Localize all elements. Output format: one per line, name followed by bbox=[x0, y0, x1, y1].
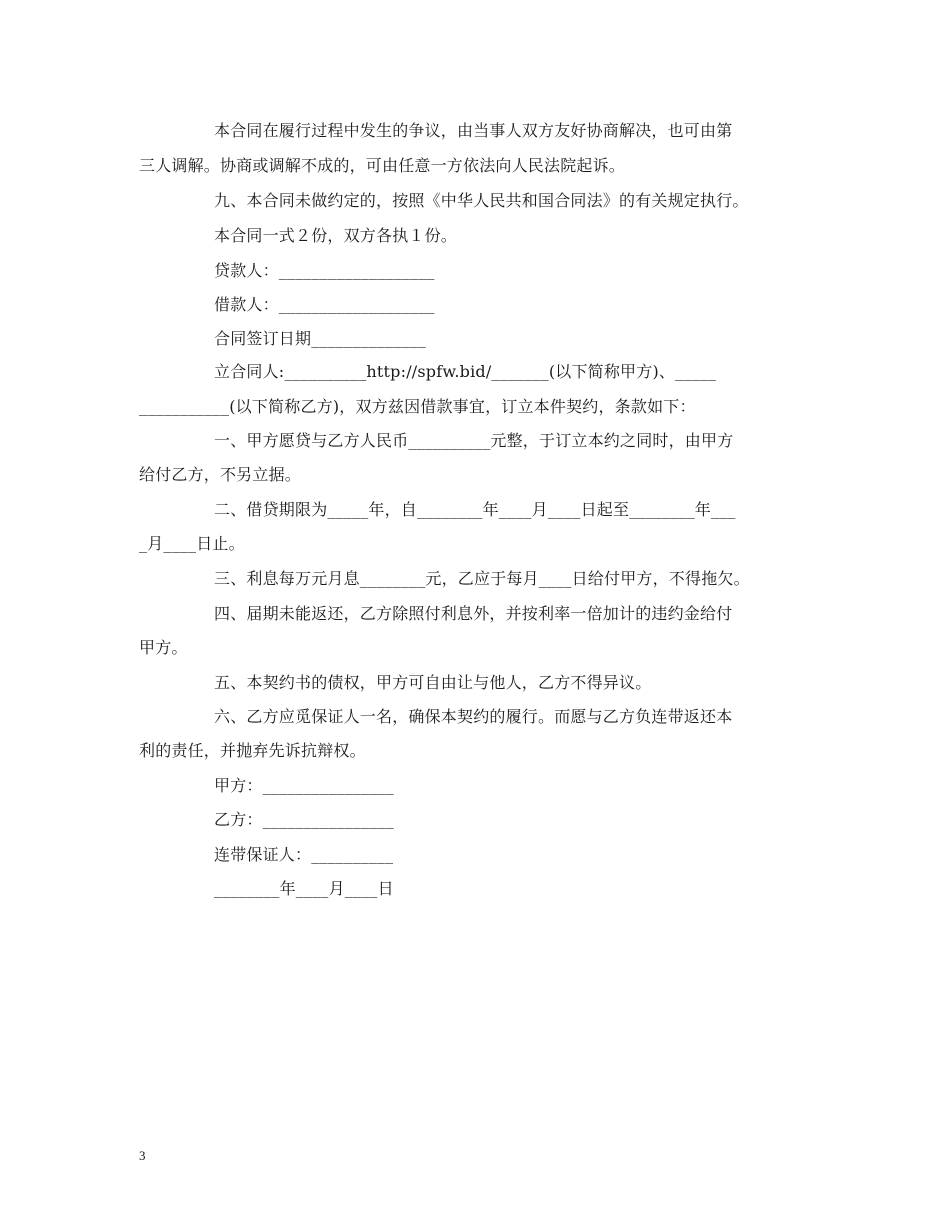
clause-four-line-1: 四、届期未能返还，乙方除照付利息外，并按利率一倍加计的违约金给付 bbox=[214, 604, 733, 623]
final-date-line: ________年____月____日 bbox=[214, 879, 394, 898]
contract-parties-line-2: ___________(以下简称乙方)，双方兹因借款事宜，订立本件契约，条款如下： bbox=[139, 397, 696, 416]
guarantor-signature-line: 连带保证人：__________ bbox=[214, 845, 394, 864]
paragraph-dispute-line-1: 本合同在履行过程中发生的争议，由当事人双方友好协商解决，也可由第 bbox=[214, 121, 733, 140]
clause-four-line-2: 甲方。 bbox=[139, 638, 188, 657]
clause-two-line-1: 二、借贷期限为_____年，自________年____月____日起至________年___ bbox=[214, 500, 736, 519]
clause-six-line-1: 六、乙方应觅保证人一名，确保本契约的履行。而愿与乙方负连带返还本 bbox=[214, 707, 733, 726]
paragraph-dispute-line-2: 三人调解。协商或调解不成的，可由任意一方依法向人民法院起诉。 bbox=[139, 156, 626, 175]
clause-five: 五、本契约书的债权，甲方可自由让与他人，乙方不得异议。 bbox=[214, 673, 652, 692]
party-a-signature-line: 甲方：________________ bbox=[214, 776, 394, 795]
borrower-signature-line: 借款人：___________________ bbox=[214, 295, 435, 314]
clause-two-line-2: _月____日止。 bbox=[139, 534, 245, 553]
copies-statement: 本合同一式２份，双方各执１份。 bbox=[214, 226, 458, 245]
clause-one-line-1: 一、甲方愿贷与乙方人民币__________元整，于订立本约之同时，由甲方 bbox=[214, 431, 734, 450]
lender-signature-line: 贷款人：___________________ bbox=[214, 261, 435, 280]
clause-three: 三、利息每万元月息________元，乙应于每月____日给付甲方，不得拖欠。 bbox=[214, 569, 750, 588]
contract-parties-line-1: 立合同人:__________http://spfw.bid/_______(以下简称甲方)、_____ bbox=[214, 362, 717, 381]
signing-date-line: 合同签订日期______________ bbox=[214, 329, 427, 348]
page-number: 3 bbox=[139, 1148, 146, 1163]
clause-one-line-2: 给付乙方，不另立据。 bbox=[139, 465, 302, 484]
clause-six-line-2: 利的责任，并抛弃先诉抗辩权。 bbox=[139, 741, 366, 760]
party-b-signature-line: 乙方：________________ bbox=[214, 810, 394, 829]
clause-nine: 九、本合同未做约定的，按照《中华人民共和国合同法》的有关规定执行。 bbox=[214, 191, 749, 210]
